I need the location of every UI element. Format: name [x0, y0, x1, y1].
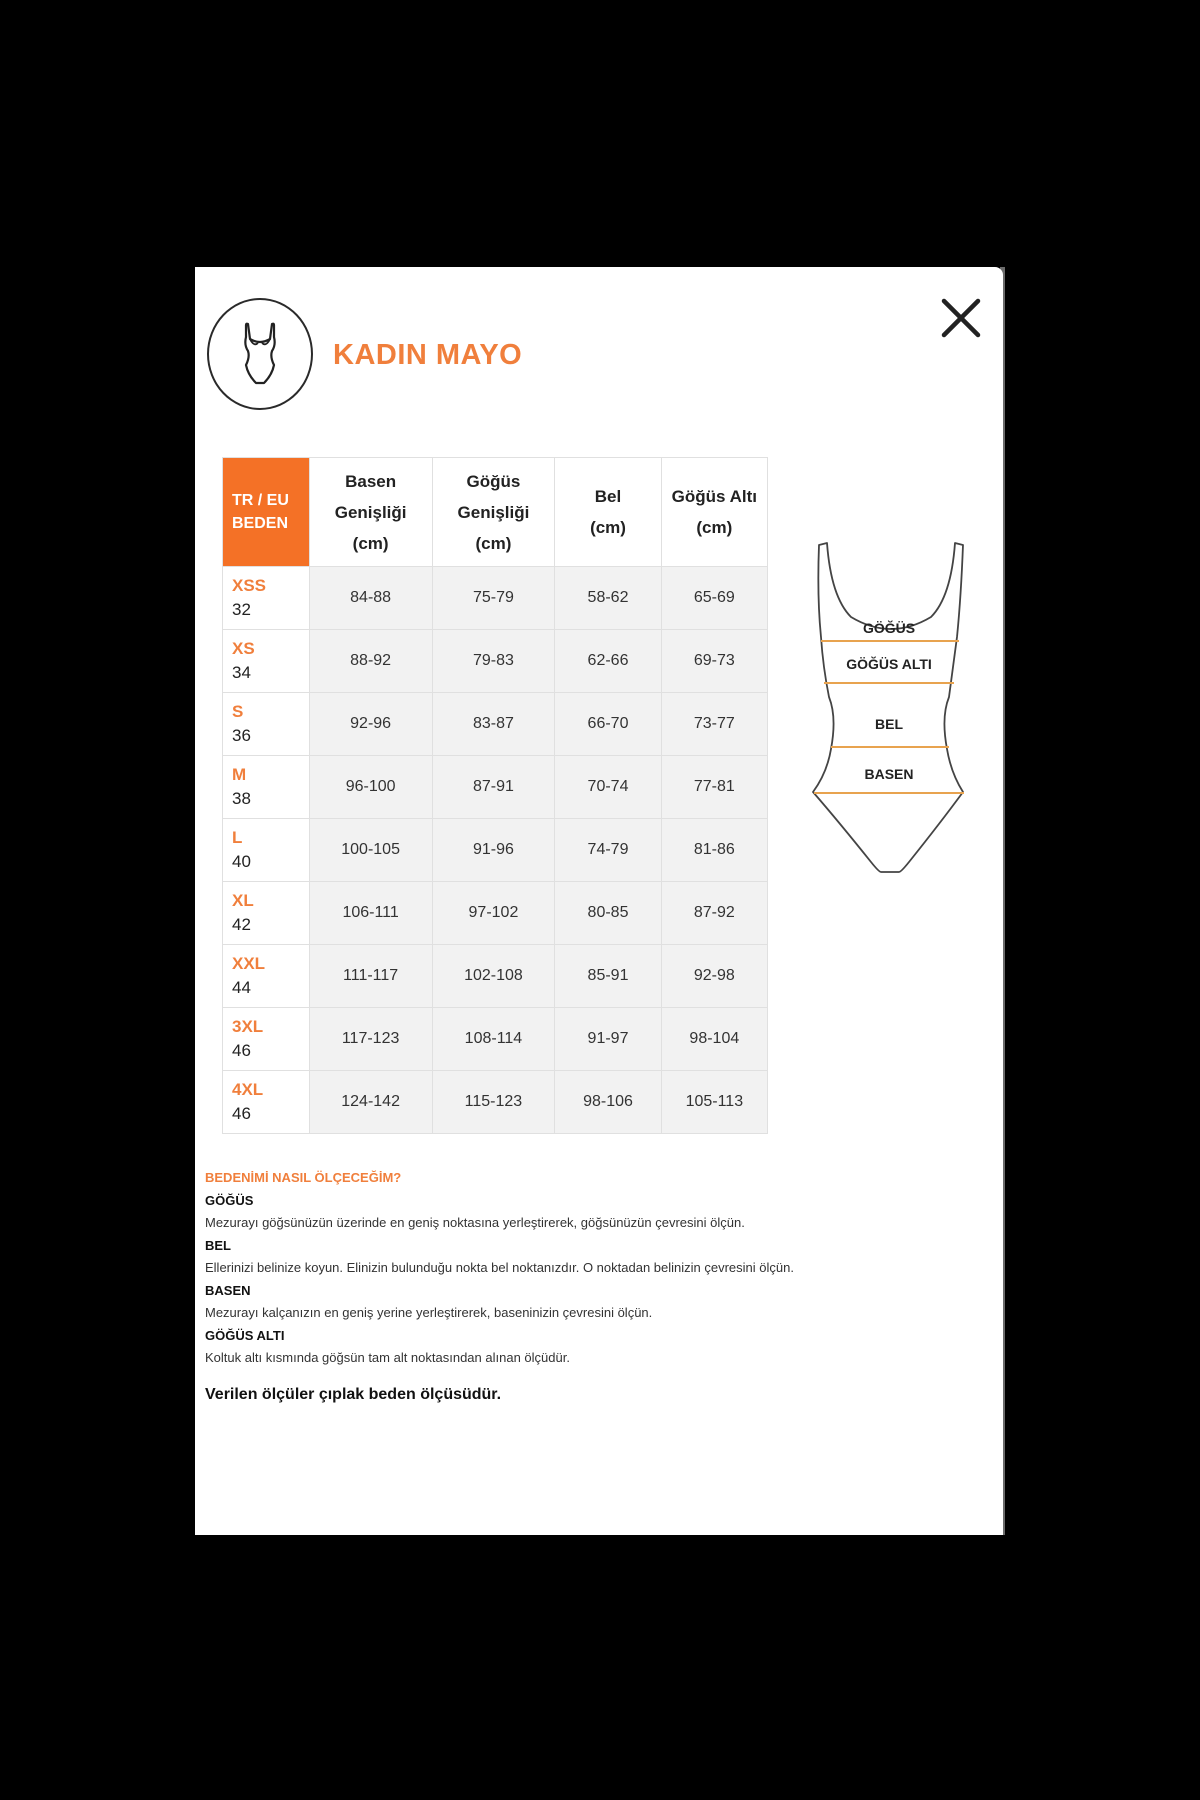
gogus-title: GÖĞÜS: [205, 1192, 254, 1208]
cell-gogus: 102-108: [432, 945, 555, 1008]
size-number: 42: [232, 915, 251, 934]
size-cell: [223, 693, 310, 756]
header-gogus-line2: Genişliği: [457, 502, 530, 522]
cell-gogus: 108-114: [432, 1008, 555, 1071]
header-size-line2: BEDEN: [232, 515, 289, 532]
cell-basen: 96-100: [309, 756, 432, 819]
cell-basen: 117-123: [309, 1008, 432, 1071]
size-cell: [223, 1071, 310, 1134]
size-chart-table: [222, 457, 768, 1134]
header-size: [223, 458, 310, 567]
cell-basen: 84-88: [309, 567, 432, 630]
label-basen: BASEN: [864, 766, 914, 782]
bel-title: BEL: [205, 1237, 231, 1253]
cell-bel: 85-91: [555, 945, 661, 1008]
label-gogus: GÖĞÜS: [862, 620, 916, 636]
size-number: 32: [232, 600, 251, 619]
gogus-text: Mezurayı göğsünüzün üzerinde en geniş noktasına yerleştirerek, göğsünüzün çevresini ölçün.: [205, 1215, 745, 1230]
table-row: [223, 882, 768, 945]
close-icon[interactable]: [934, 291, 988, 345]
cell-basen: 92-96: [309, 693, 432, 756]
size-code: M: [232, 765, 247, 784]
table-body: [223, 567, 768, 1134]
cell-gogus: 75-79: [432, 567, 555, 630]
cell-bel: 91-97: [555, 1008, 661, 1071]
size-chart-modal: [195, 267, 1003, 1535]
cell-gogus-alti: 69-73: [661, 630, 767, 693]
cell-gogus: 87-91: [432, 756, 555, 819]
cell-gogus: 115-123: [432, 1071, 555, 1134]
cell-bel: 74-79: [555, 819, 661, 882]
size-code: XS: [232, 639, 255, 658]
size-code: XL: [232, 891, 254, 910]
cell-basen: 88-92: [309, 630, 432, 693]
header-basen: [309, 458, 432, 567]
logo-badge: [207, 298, 313, 410]
cell-gogus-alti: 105-113: [661, 1071, 767, 1134]
table-row: [223, 567, 768, 630]
header-size-line1: TR / EU: [232, 492, 289, 509]
cell-gogus: 97-102: [432, 882, 555, 945]
size-cell: [223, 882, 310, 945]
size-code: L: [232, 828, 243, 847]
gogus-alti-title: GÖĞÜS ALTI: [205, 1327, 285, 1343]
table-row: [223, 1008, 768, 1071]
label-bel: BEL: [875, 716, 903, 732]
cell-bel: 62-66: [555, 630, 661, 693]
header-gogus-line3: (cm): [475, 533, 512, 553]
table-row: [223, 1071, 768, 1134]
cell-bel: 98-106: [555, 1071, 661, 1134]
header-basen-line1: Basen: [345, 471, 397, 491]
size-number: 46: [232, 1041, 251, 1060]
table-row: [223, 756, 768, 819]
cell-gogus: 79-83: [432, 630, 555, 693]
size-cell: [223, 819, 310, 882]
header-gogus-alti-line1: Göğüs Altı: [671, 487, 757, 506]
table-row: [223, 945, 768, 1008]
size-cell: [223, 630, 310, 693]
basen-title: BASEN: [205, 1282, 251, 1298]
page-title: KADIN MAYO: [333, 339, 523, 371]
cell-gogus-alti: 98-104: [661, 1008, 767, 1071]
size-code: S: [232, 702, 244, 721]
cell-bel: 66-70: [555, 693, 661, 756]
cell-gogus-alti: 87-92: [661, 882, 767, 945]
header-bel-line2: (cm): [590, 518, 626, 537]
size-number: 34: [232, 663, 251, 682]
cell-gogus-alti: 81-86: [661, 819, 767, 882]
gogus-alti-text: Koltuk altı kısmında göğsün tam alt noktasından alınan ölçüdür.: [205, 1350, 570, 1365]
cell-basen: 111-117: [309, 945, 432, 1008]
body-measurement-diagram: [801, 537, 981, 917]
close-button[interactable]: [934, 291, 988, 345]
cell-gogus-alti: 65-69: [661, 567, 767, 630]
header-gogus: [432, 458, 555, 567]
size-number: 36: [232, 726, 251, 745]
cell-gogus-alti: 77-81: [661, 756, 767, 819]
size-number: 46: [232, 1104, 251, 1123]
cell-bel: 70-74: [555, 756, 661, 819]
cell-gogus-alti: 73-77: [661, 693, 767, 756]
table-row: [223, 693, 768, 756]
cell-basen: 100-105: [309, 819, 432, 882]
swimsuit-outline: [813, 543, 963, 872]
bel-text: Ellerinizi belinize koyun. Elinizin bulunduğu nokta bel noktanızdır. O noktadan belinizin çevresini ölçün.: [205, 1260, 794, 1275]
table-header-row: [223, 458, 768, 567]
size-code: 3XL: [232, 1017, 264, 1036]
cell-basen: 106-111: [309, 882, 432, 945]
cell-gogus-alti: 92-98: [661, 945, 767, 1008]
how-to-measure-section: [205, 1167, 985, 1406]
cell-bel: 58-62: [555, 567, 661, 630]
cell-gogus: 83-87: [432, 693, 555, 756]
swimsuit-icon: [236, 321, 284, 387]
header-basen-line2: Genişliği: [334, 502, 407, 522]
size-cell: [223, 1008, 310, 1071]
header-gogus-alti: [661, 458, 767, 567]
header-gogus-alti-line2: (cm): [696, 518, 733, 537]
how-to-heading: BEDENİMİ NASIL ÖLÇECEĞİM?: [205, 1170, 402, 1185]
size-cell: [223, 945, 310, 1008]
header-bel: [555, 458, 661, 567]
size-cell: [223, 756, 310, 819]
table-row: [223, 819, 768, 882]
size-code: XSS: [232, 576, 267, 595]
size-number: 38: [232, 789, 251, 808]
size-number: 40: [232, 852, 251, 871]
cell-bel: 80-85: [555, 882, 661, 945]
header-basen-line3: (cm): [352, 533, 389, 553]
cell-basen: 124-142: [309, 1071, 432, 1134]
table-row: [223, 630, 768, 693]
cell-gogus: 91-96: [432, 819, 555, 882]
size-code: XXL: [232, 954, 266, 973]
label-gogus-alti: GÖĞÜS ALTI: [846, 656, 932, 672]
measurement-note: Verilen ölçüler çıplak beden ölçüsüdür.: [205, 1385, 502, 1403]
header-gogus-line1: Göğüs: [466, 471, 521, 491]
basen-text: Mezurayı kalçanızın en geniş yerine yerleştirerek, baseninizin çevresini ölçün.: [205, 1305, 653, 1320]
size-code: 4XL: [232, 1080, 264, 1099]
size-number: 44: [232, 978, 251, 997]
header-bel-line1: Bel: [594, 487, 622, 506]
size-cell: [223, 567, 310, 630]
